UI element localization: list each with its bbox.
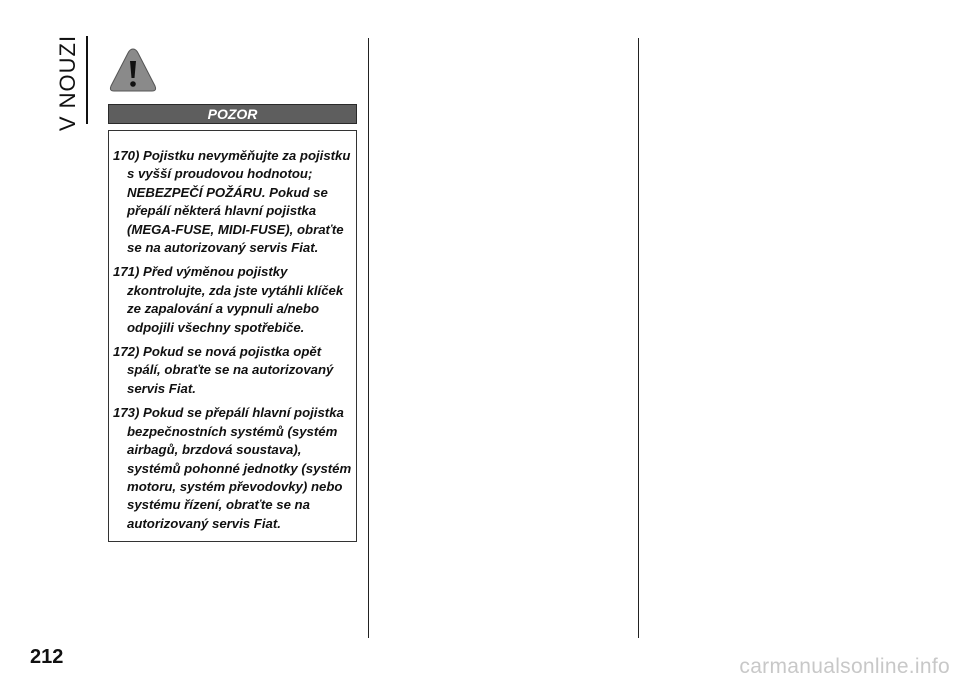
warning-note: 173) Pokud se přepálí hlavní pojistka bezpečnostních systémů (systém airbagů, brzdová soustava), systémů pohonné jednotky (systém motoru, systém převodovky) nebo systému řízení, obraťte se na autorizovaný servis Fiat. xyxy=(113,405,352,531)
warning-note: 172) Pokud se nová pojistka opět spálí, obraťte se na autorizovaný servis Fiat. xyxy=(113,344,334,396)
warning-header: POZOR xyxy=(108,104,357,124)
warning-note: 170) Pojistku nevyměňujte za pojistku s vyšší proudovou hodnotou; NEBEZPEČÍ POŽÁRU. Pokud se přepálí některá hlavní pojistka (MEGA-FUSE, MIDI-FUSE), obraťte se na autorizovaný servis Fiat. xyxy=(113,148,351,256)
section-title: V NOUZI xyxy=(55,34,81,132)
warning-note: 171) Před výměnou pojistky zkontrolujte, zda jste vytáhli klíček ze zapalování a vypnuli a/nebo odpojili všechny spotřebiče. xyxy=(113,264,344,335)
watermark: carmanualsonline.info xyxy=(739,655,950,678)
page-number: 212 xyxy=(30,646,64,668)
column-divider xyxy=(638,38,639,638)
section-divider xyxy=(86,36,88,124)
column-divider xyxy=(368,38,369,638)
warning-notes xyxy=(113,147,355,539)
warning-triangle-icon xyxy=(108,46,158,94)
